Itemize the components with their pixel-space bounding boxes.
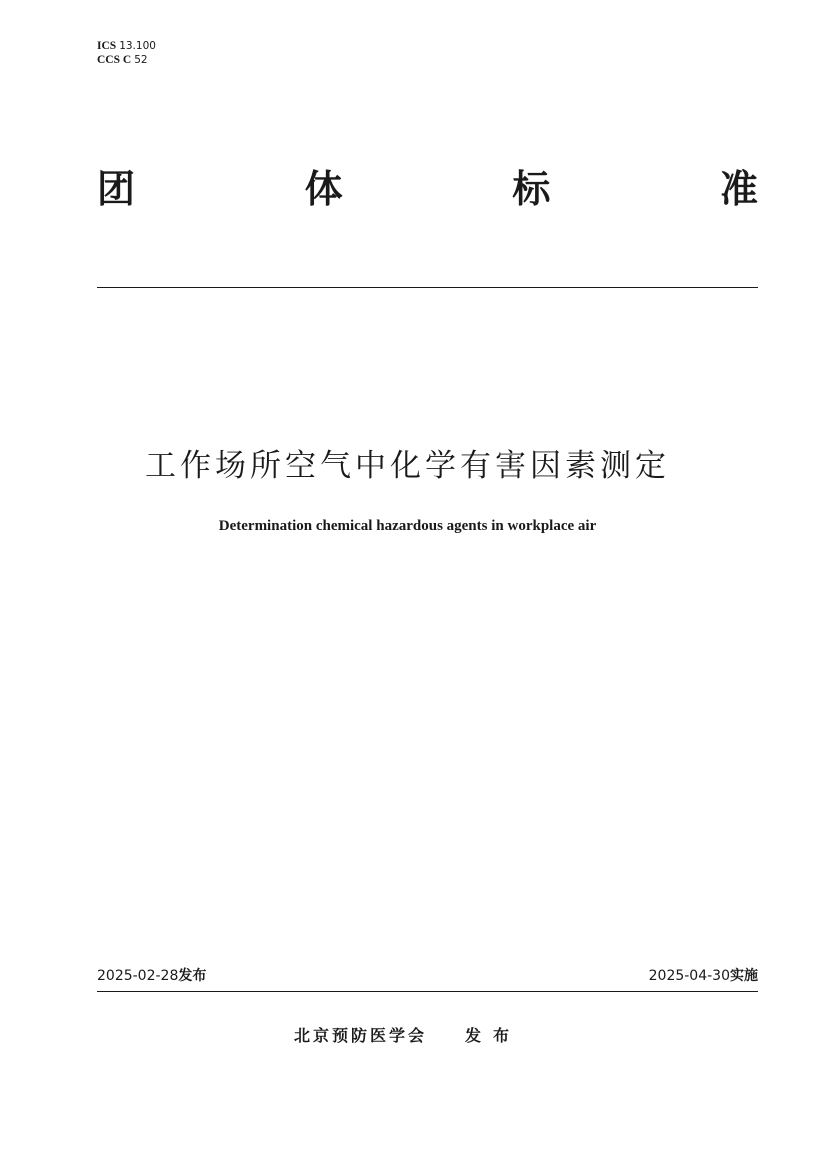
issue-date: 2025-02-28 — [97, 968, 179, 984]
publisher-action: 发布 — [465, 1026, 522, 1045]
standard-type-char-4: 准 — [719, 167, 758, 211]
standard-type-char-1: 团 — [97, 167, 136, 211]
publisher-line — [0, 1024, 815, 1048]
standard-type-char-3: 标 — [512, 167, 551, 211]
ccs-value: 52 — [134, 54, 148, 66]
ics-code — [97, 39, 156, 53]
ccs-code — [97, 53, 156, 67]
bottom-divider — [97, 991, 758, 992]
ccs-label: CCS C — [97, 54, 132, 66]
ics-label: ICS — [97, 40, 117, 52]
publisher-organization: 北京预防医学会 — [293, 1026, 427, 1045]
classification-codes — [97, 39, 156, 67]
document-title-english: Determination chemical hazardous agents in workplace air — [218, 518, 597, 534]
standard-type-heading — [97, 164, 758, 214]
effective-date: 2025-04-30 — [648, 968, 730, 984]
top-divider — [97, 287, 758, 288]
issue-date-block — [97, 965, 206, 985]
dates-row — [97, 964, 758, 986]
effective-label: 实施 — [730, 968, 758, 984]
ics-value: 13.100 — [119, 40, 156, 52]
effective-date-block — [649, 965, 758, 985]
document-title-chinese: 工作场所空气中化学有害因素测定 — [145, 448, 670, 484]
issue-label: 发布 — [178, 968, 207, 984]
standard-type-char-2: 体 — [304, 167, 343, 211]
